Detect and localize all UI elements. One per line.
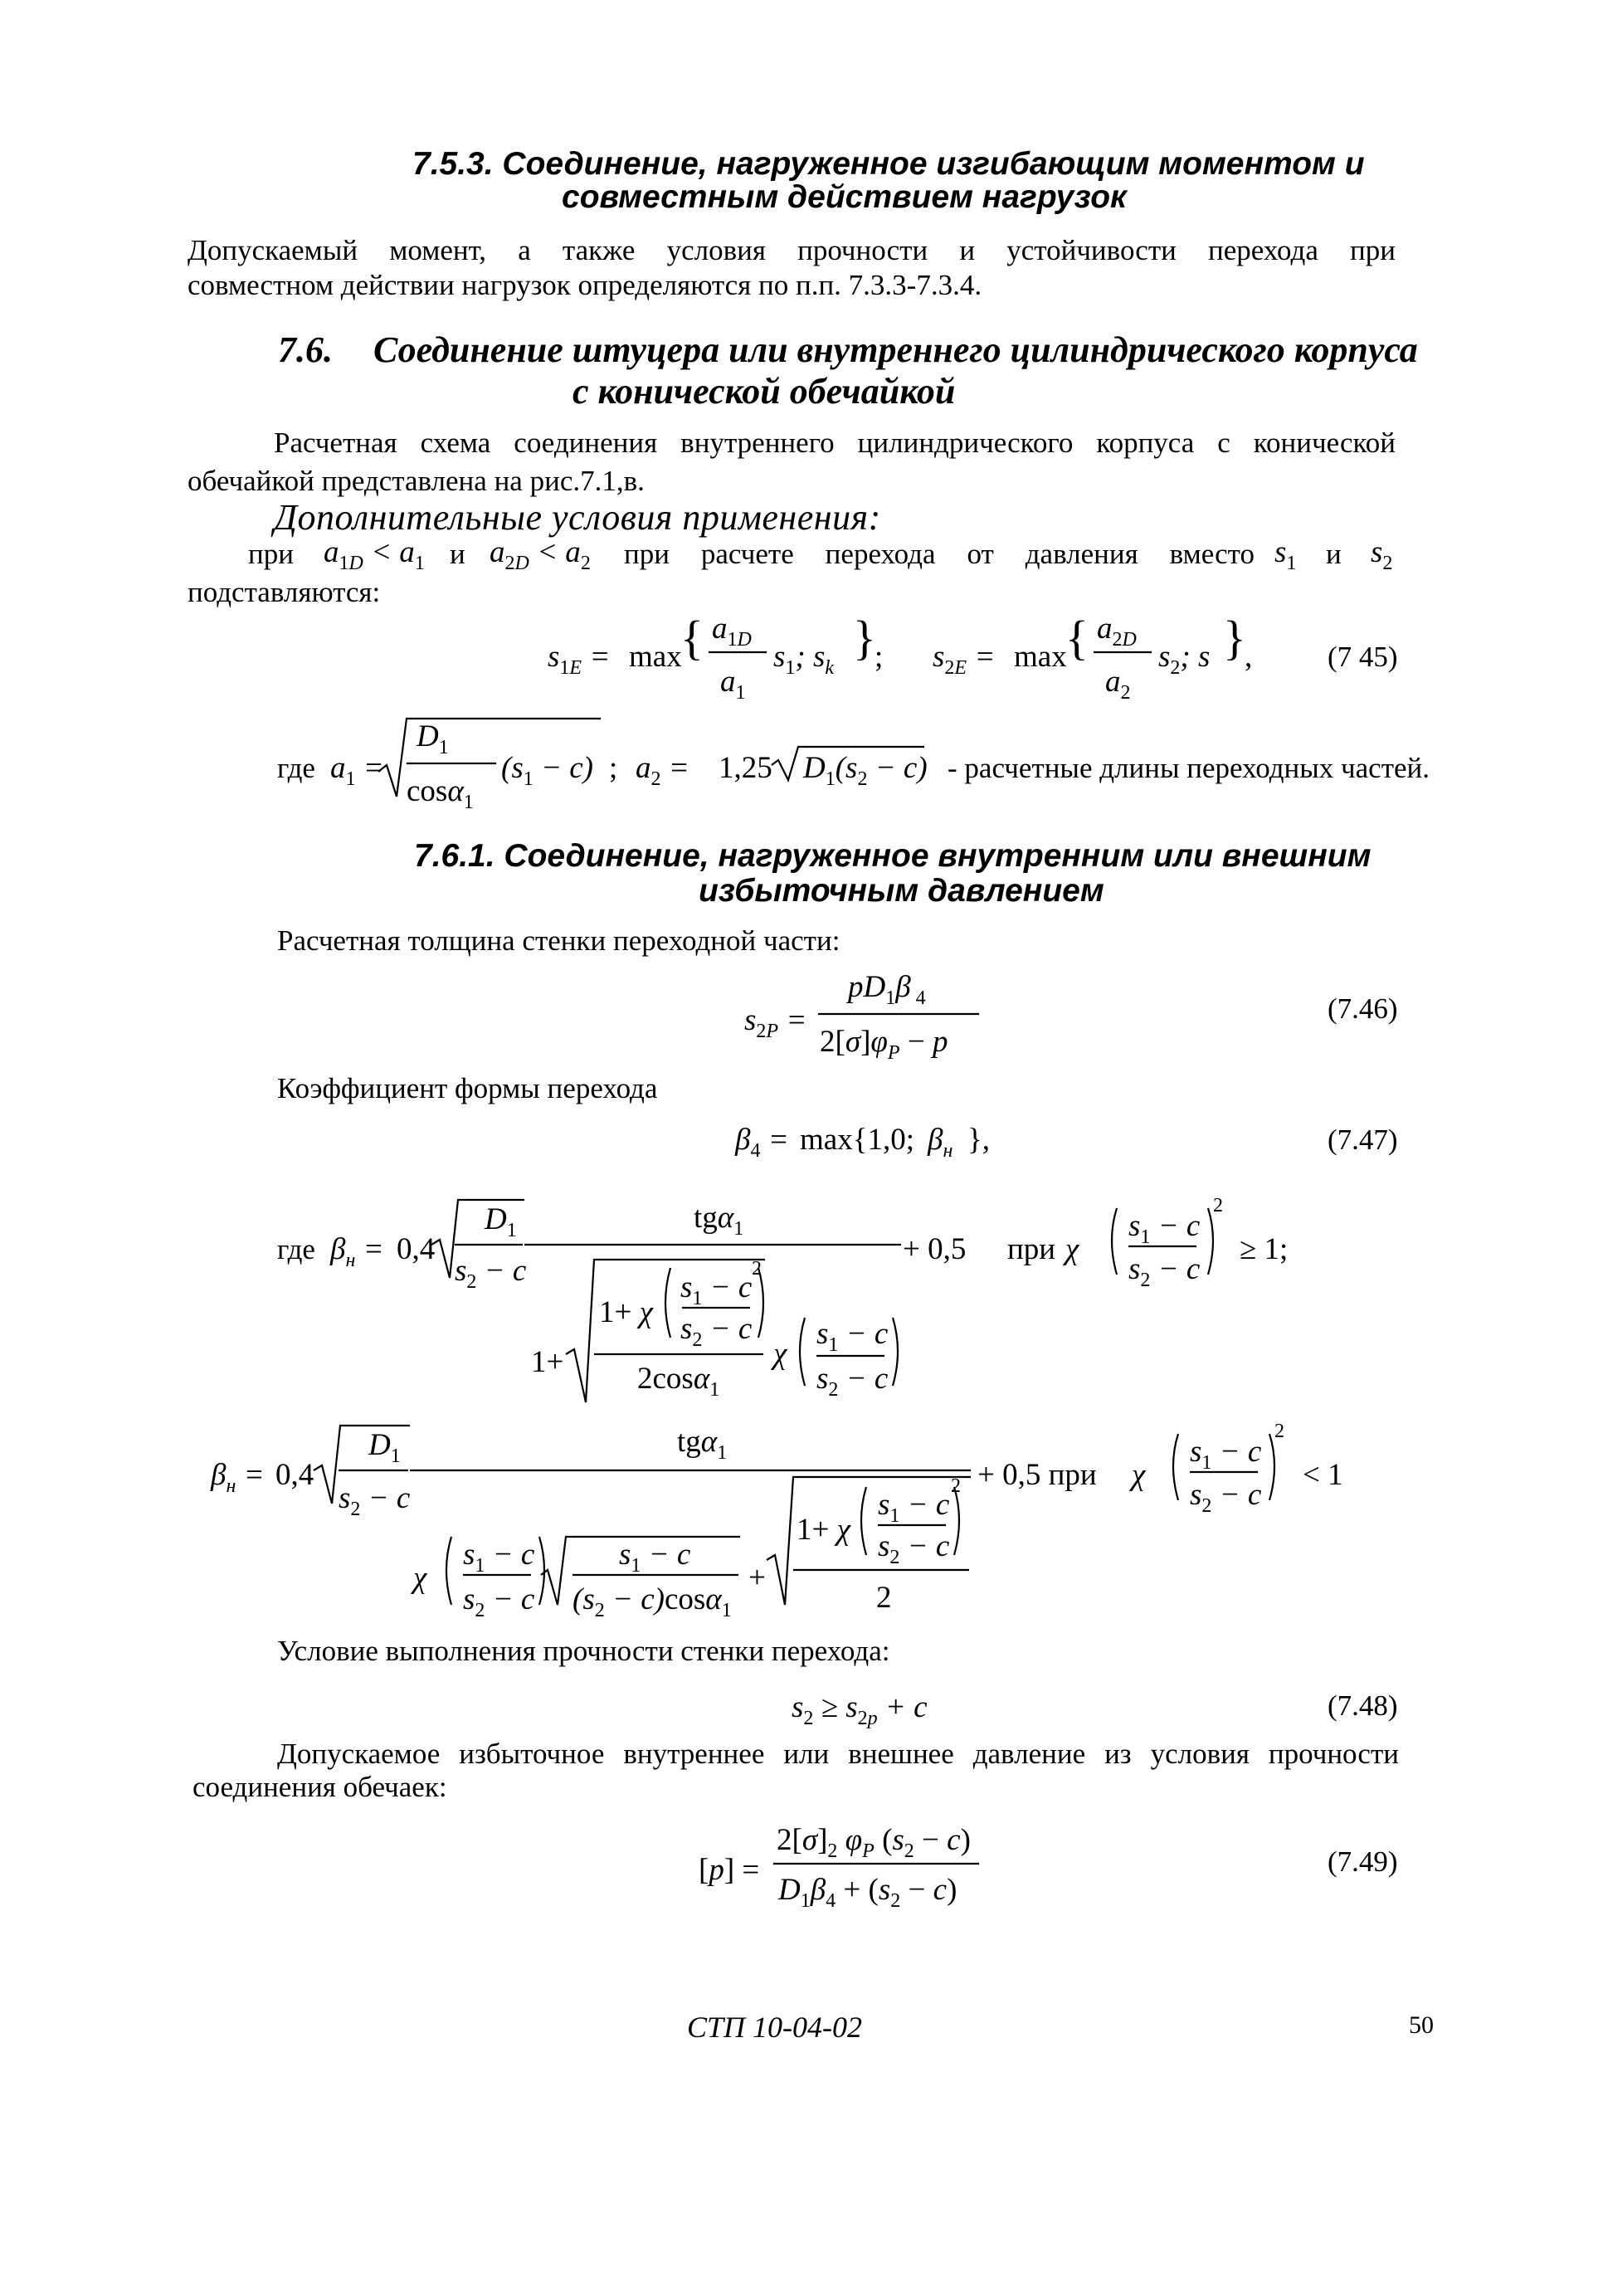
condition-text-and2: и: [1326, 538, 1342, 570]
footer-document-code: СТП 10-04-02: [687, 2011, 863, 2044]
formula-a1d-lt-a1: $a_{1D} < a_1$: [324, 535, 425, 574]
paragraph-shape-coefficient: Коэффициент формы перехода: [277, 1072, 658, 1104]
paragraph-allowable-pressure-line2: соединения обечаек:: [192, 1771, 447, 1803]
section-heading-7-5-3-line2: совместным действием нагрузок: [562, 179, 1127, 215]
formula-s2: $s_2$: [1371, 535, 1393, 574]
where-suffix-text: - расчетные длины переходных частей.: [948, 752, 1430, 784]
additional-conditions-title: Дополнительные условия применения:: [274, 497, 881, 538]
section-heading-7-6-1: 7.6.1. Соединение, нагруженное внутренним или внешним: [414, 838, 1372, 874]
paragraph-calculation-scheme-line2: обечайкой представлена на рис.7.1,в.: [188, 465, 645, 497]
formula-s1: $s_1$: [1274, 535, 1297, 574]
equation-number-7-49: (7.49): [1328, 1845, 1398, 1878]
section-number-7-6: 7.6.: [278, 329, 333, 370]
page-number: 50: [1409, 2011, 1434, 2039]
paragraph-design-thickness: Расчетная толщина стенки переходной части:: [277, 924, 840, 957]
equation-number-7-46: (7.46): [1328, 992, 1398, 1025]
condition-text-rest: при расчете перехода от давления вместо: [624, 538, 1255, 570]
section-heading-7-5-3: 7.5.3. Соединение, нагруженное изгибающим моментом и: [412, 146, 1365, 182]
equation-number-7-45: (7 45): [1328, 641, 1398, 673]
section-heading-7-6: Соединение штуцера или внутреннего цилиндрического корпуса: [373, 329, 1418, 370]
equation-number-7-47: (7.47): [1328, 1124, 1398, 1156]
equation-number-7-48: (7.48): [1328, 1689, 1398, 1722]
paragraph-allowable-moment: Допускаемый момент, а также условия прочности и устойчивости перехода при: [188, 234, 1396, 266]
section-heading-7-6-1-line2: избыточным давлением: [699, 873, 1104, 909]
section-heading-7-6-line2: с конической обечайкой: [572, 371, 956, 412]
where-label-2: где: [277, 1233, 315, 1265]
where-label-1: где: [277, 752, 315, 784]
paragraph-calculation-scheme: Расчетная схема соединения внутреннего цилиндрического корпуса с конической: [274, 427, 1396, 459]
formula-a2d-lt-a2: $a_{2D} < a_2$: [490, 535, 591, 574]
paragraph-allowable-pressure: Допускаемое избыточное внутреннее или внешнее давление из условия прочности: [277, 1738, 1399, 1770]
condition-text-substituted: подставляются:: [188, 576, 381, 608]
condition-text-and: и: [450, 538, 465, 570]
formula-7-48: $s_2 \ge s_{2p} + c$: [792, 1690, 928, 1729]
paragraph-strength-condition: Условие выполнения прочности стенки перехода:: [277, 1635, 890, 1667]
condition-text-pri: при: [248, 538, 294, 570]
paragraph-allowable-moment-line2: совместном действии нагрузок определяются по п.п. 7.3.3-7.3.4.: [188, 269, 982, 301]
